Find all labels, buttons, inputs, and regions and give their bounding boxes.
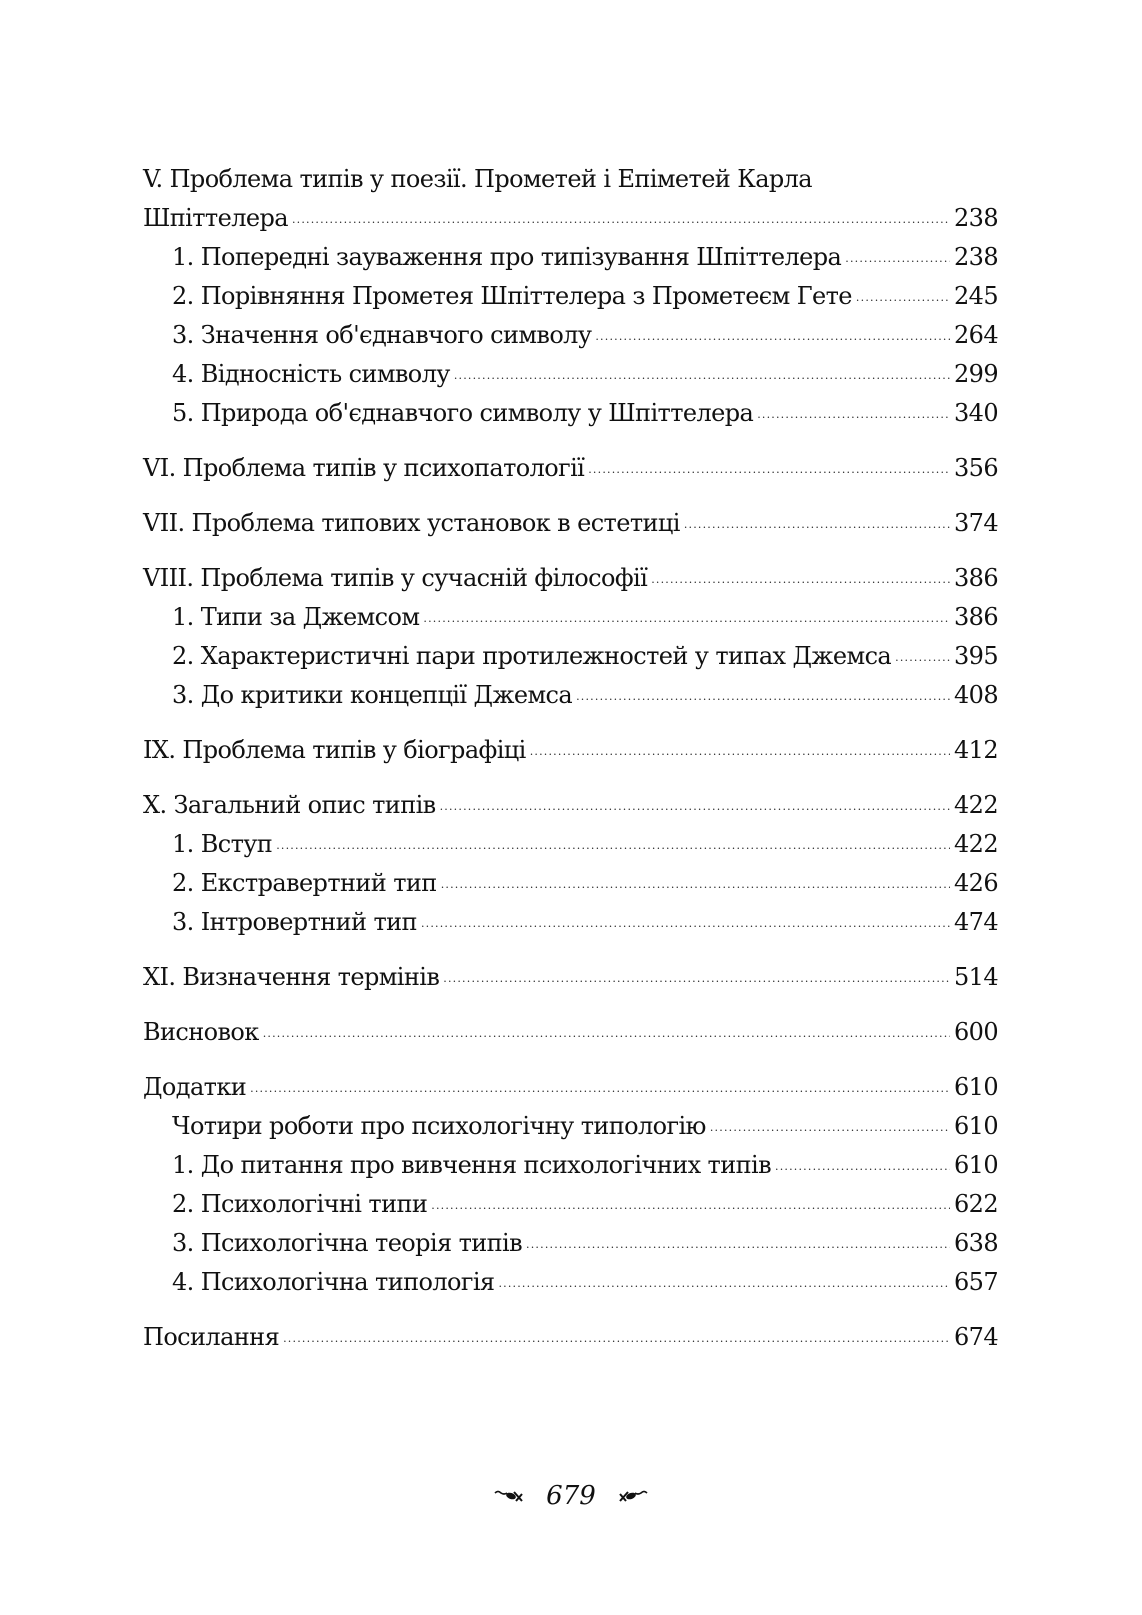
toc-entry[interactable] [143,559,998,598]
toc-entry[interactable] [143,1068,998,1107]
dot-leader [440,787,950,826]
toc-subentry[interactable] [143,903,998,942]
dot-leader [431,1186,950,1225]
dot-leader [595,317,950,356]
toc-subentry[interactable] [143,1185,998,1224]
toc-entry-page: 299 [953,360,998,388]
toc-entry-page: 426 [953,869,998,897]
toc-entry-title: Чотири роботи про психологічну типологію [172,1112,706,1140]
toc-subentry[interactable] [143,277,998,316]
toc-entry-page: 474 [953,908,998,936]
toc-entry-page: 514 [953,963,998,991]
toc-entry-title: 3. Психологічна теорія типів [172,1229,523,1257]
dot-leader [292,200,950,239]
toc-subentry[interactable] [143,355,998,394]
toc-entry-page: 412 [953,736,998,764]
toc-entry-title: XI. Визначення термінів [143,963,440,991]
toc-entry-title: 1. Вступ [172,830,273,858]
toc-entry[interactable] [143,731,998,770]
toc-entry-page: 600 [953,1018,998,1046]
toc-entry-title: 1. До питання про вивчення психологічних типів [172,1151,771,1179]
toc-entry-page: 657 [953,1268,998,1296]
toc-entry[interactable] [143,786,998,825]
toc-entry-title: 2. Порівняння Прометея Шпіттелера з Прометеєм Гете [172,282,852,310]
dot-leader [895,638,950,677]
dot-leader [498,1264,950,1303]
toc-entry-page: 386 [953,564,998,592]
toc-entry-title: VIII. Проблема типів у сучасній філософії [143,564,648,592]
toc-entry-title: 1. Попередні зауваження про типізування Шпіттелера [172,243,842,271]
toc-subentry[interactable] [143,316,998,355]
toc-subentry[interactable] [143,394,998,433]
toc-entry-title: 3. Інтровертний тип [172,908,417,936]
toc-entry-title: 4. Відносність символу [172,360,450,388]
toc-entry-title: 1. Типи за Джемсом [172,603,420,631]
toc-subentry[interactable] [143,676,998,715]
toc-entry[interactable] [143,199,998,238]
dot-leader [441,865,950,904]
toc-subentry[interactable] [143,1107,998,1146]
toc-subentry[interactable] [143,1146,998,1185]
dot-leader [710,1108,950,1147]
toc-entry-page: 245 [953,282,998,310]
toc-subentry[interactable] [143,637,998,676]
toc-entry-title: 2. Психологічні типи [172,1190,428,1218]
toc-entry-page: 238 [953,204,998,232]
toc-entry-page: 264 [953,321,998,349]
toc-entry[interactable] [143,504,998,543]
toc-entry-page: 238 [953,243,998,271]
toc-entry-page: 422 [953,830,998,858]
toc-subentry[interactable] [143,1224,998,1263]
toc-entry-page: 356 [953,454,998,482]
toc-entry-page: 422 [953,791,998,819]
toc-entry[interactable] [143,958,998,997]
table-of-contents [143,160,998,1357]
dot-leader [454,356,950,395]
toc-entry-title: Висновок [143,1018,259,1046]
toc-entry-heading-line [143,160,998,199]
toc-entry[interactable] [143,1013,998,1052]
toc-entry-page: 622 [953,1190,998,1218]
page-number: 679 [546,1481,596,1511]
toc-entry-title: VII. Проблема типових установок в естетиці [143,509,680,537]
toc-entry-page: 674 [953,1323,998,1351]
toc-entry-page: 395 [953,642,998,670]
dot-leader [421,904,950,943]
toc-entry-title: X. Загальний опис типів [143,791,436,819]
toc-entry-page: 386 [953,603,998,631]
toc-entry-page: 374 [953,509,998,537]
dot-leader [530,732,950,771]
dot-leader [263,1014,950,1053]
dot-leader [856,278,950,317]
toc-entry-title: 5. Природа об'єднавчого символу у Шпіттелера [172,399,754,427]
toc-entry-title: V. Проблема типів у поезії. Прометей і Епіметей Карла [143,165,813,193]
dot-leader [283,1319,950,1358]
toc-entry-title: 4. Психологічна типологія [172,1268,495,1296]
toc-subentry[interactable] [143,864,998,903]
toc-entry-page: 610 [953,1112,998,1140]
toc-entry-title: 3. До критики концепції Джемса [172,681,573,709]
toc-entry-page: 610 [953,1073,998,1101]
dot-leader [576,677,950,716]
toc-entry-title-continued: Шпіттелера [143,204,288,232]
toc-entry-page: 610 [953,1151,998,1179]
dot-leader [526,1225,950,1264]
dot-leader [276,826,950,865]
fleuron-left-icon [494,1479,524,1513]
toc-entry-page: 340 [953,399,998,427]
toc-entry-title: 2. Екстравертний тип [172,869,437,897]
dot-leader [443,959,950,998]
dot-leader [845,239,950,278]
toc-entry-title: Додатки [143,1073,247,1101]
dot-leader [757,395,950,434]
toc-entry-title: VI. Проблема типів у психопатології [143,454,585,482]
dot-leader [651,560,950,599]
toc-subentry[interactable] [143,825,998,864]
toc-entry-title: 2. Характеристичні пари протилежностей у типах Джемса [172,642,892,670]
dot-leader [684,505,950,544]
toc-entry[interactable] [143,1318,998,1357]
dot-leader [775,1147,950,1186]
toc-entry-title: Посилання [143,1323,280,1351]
dot-leader [588,450,950,489]
page-footer [0,1478,1142,1513]
toc-subentry[interactable] [143,1263,998,1302]
toc-entry-page: 638 [953,1229,998,1257]
toc-entry-page: 408 [953,681,998,709]
toc-entry-title: 3. Значення об'єднавчого символу [172,321,592,349]
toc-entry[interactable] [143,449,998,488]
toc-subentry[interactable] [143,238,998,277]
fleuron-right-icon [618,1479,648,1513]
toc-subentry[interactable] [143,598,998,637]
toc-entry-title: IX. Проблема типів у біографіці [143,736,526,764]
dot-leader [250,1069,950,1108]
dot-leader [423,599,950,638]
